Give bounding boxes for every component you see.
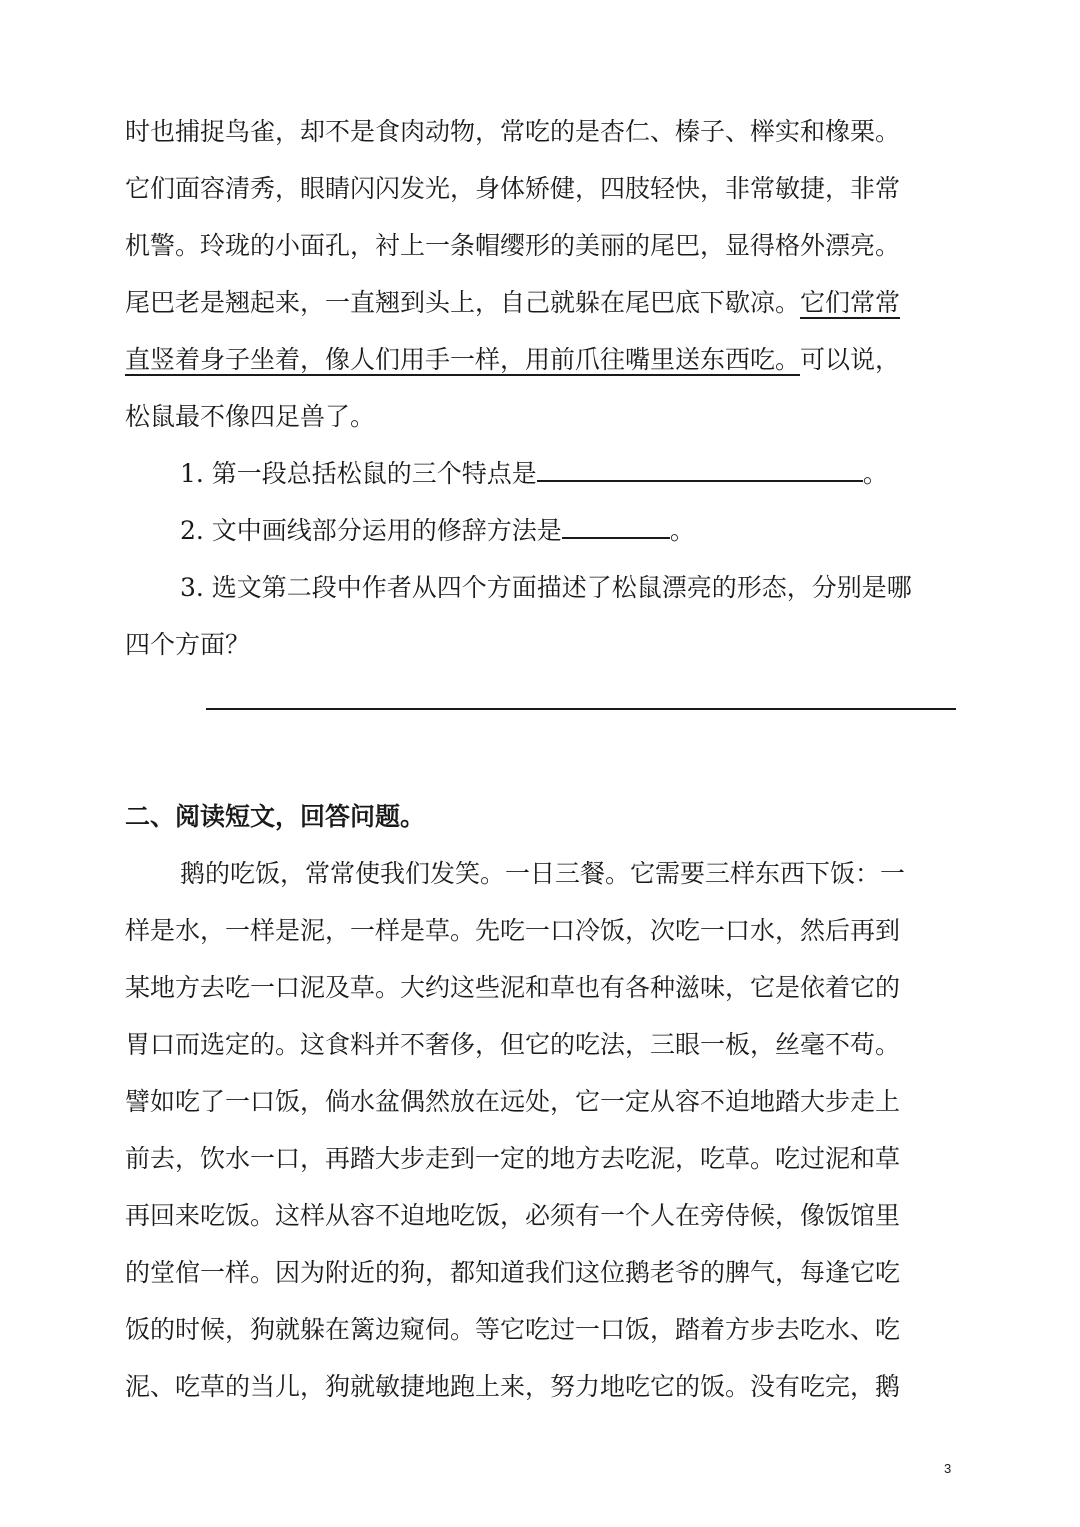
question-1-end: 。	[862, 459, 888, 488]
passage-line: 胃口而选定的。这食料并不奢侈，但它的吃法，三眼一板，丝毫不苟。	[125, 1030, 901, 1059]
passage-line: 样是水，一样是泥，一样是草。先吃一口冷饭，次吃一口水，然后再到	[125, 916, 901, 945]
passage-line: 它们面容清秀，眼睛闪闪发光，身体矫健，四肢轻快，非常敏捷，非常	[125, 174, 901, 203]
question-2-end: 。	[669, 516, 695, 545]
passage-line: 时也捕捉鸟雀，却不是食肉动物，常吃的是杏仁、榛子、榉实和橡栗。	[125, 117, 901, 146]
passage-line: 饭的时候，狗就躲在篱边窥伺。等它吃过一口饭，踏着方步去吃水、吃	[125, 1315, 901, 1344]
section-heading: 二、阅读短文，回答问题。	[125, 802, 426, 831]
passage-line: 譬如吃了一口饭，倘水盆偶然放在远处，它一定从容不迫地踏大步走上	[125, 1087, 901, 1116]
passage-line: 再回来吃饭。这样从容不迫地吃饭，必须有一个人在旁侍候，像饭馆里	[125, 1201, 901, 1230]
question-2	[180, 514, 695, 548]
passage-line	[125, 286, 900, 320]
passage-line: 鹅的吃饭，常常使我们发笑。一日三餐。它需要三样东西下饭：一	[180, 859, 906, 888]
question-3-line: 3. 选文第二段中作者从四个方面描述了松鼠漂亮的形态，分别是哪	[180, 573, 912, 602]
question-3-line: 四个方面？	[125, 630, 251, 659]
passage-text: 尾巴老是翘起来，一直翘到头上，自己就躲在尾巴底下歇凉。	[125, 288, 801, 317]
passage-line	[125, 343, 900, 377]
underlined-sentence: 它们常常	[800, 288, 901, 317]
question-1-text: 1. 第一段总括松鼠的三个特点是	[180, 459, 537, 488]
passage-line: 前去，饮水一口，再踏大步走到一定的地方去吃泥，吃草。吃过泥和草	[125, 1144, 901, 1173]
passage-line: 的堂倌一样。因为附近的狗，都知道我们这位鹅老爷的脾气，每逢它吃	[125, 1258, 901, 1287]
page-number: 3	[944, 1461, 952, 1476]
answer-blank-2[interactable]	[562, 515, 670, 539]
answer-line-3[interactable]	[206, 708, 956, 710]
passage-line: 泥、吃草的当儿，狗就敏捷地跑上来，努力地吃它的饭。没有吃完，鹅	[125, 1372, 901, 1401]
answer-blank-1[interactable]	[537, 458, 863, 482]
passage-text: 可以说，	[800, 345, 901, 374]
passage-line: 机警。玲珑的小面孔，衬上一条帽缨形的美丽的尾巴，显得格外漂亮。	[125, 231, 901, 260]
question-1	[180, 457, 888, 491]
question-2-text: 2. 文中画线部分运用的修辞方法是	[180, 516, 562, 545]
underlined-sentence: 直竖着身子坐着，像人们用手一样，用前爪往嘴里送东西吃。	[125, 345, 801, 374]
passage-line: 某地方去吃一口泥及草。大约这些泥和草也有各种滋味，它是依着它的	[125, 973, 901, 1002]
passage-line: 松鼠最不像四足兽了。	[125, 402, 376, 431]
